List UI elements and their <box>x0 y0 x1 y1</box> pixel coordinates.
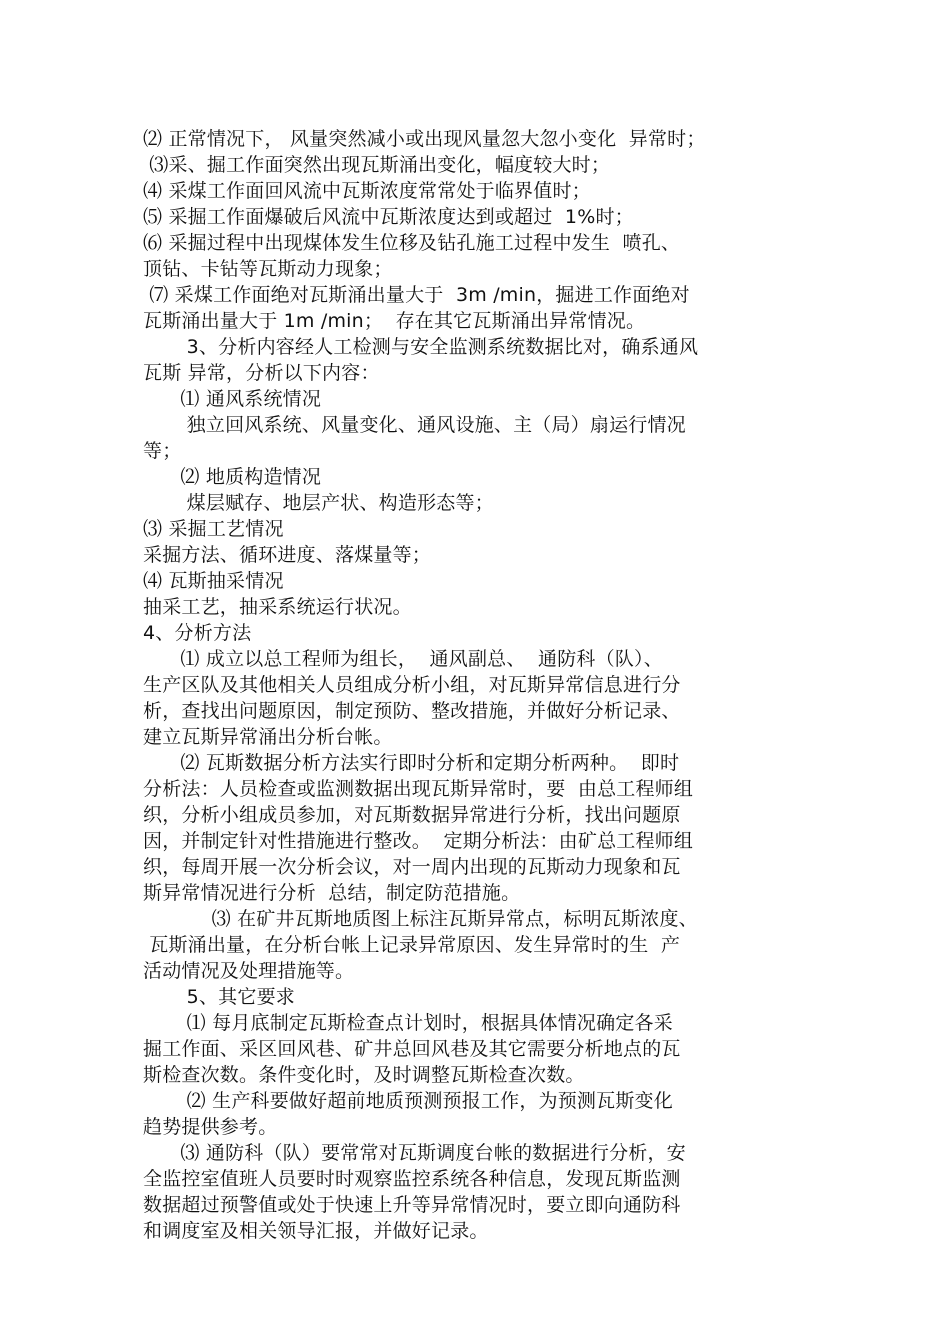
text-line: 分析法：人员检查或监测数据出现瓦斯异常时，要 由总工程师组 <box>143 778 694 800</box>
text-line: 5、其它要求 <box>143 986 295 1008</box>
text-line: ⑷ 瓦斯抽采情况 <box>143 570 284 592</box>
text-line: 瓦斯涌出量大于 1m /min； 存在其它瓦斯涌出异常情况。 <box>143 310 646 332</box>
text-line: ⑶ 通防科（队）要常常对瓦斯调度台帐的数据进行分析，安 <box>143 1142 686 1164</box>
text-line: ⑴ 每月底制定瓦斯检查点计划时，根据具体情况确定各采 <box>143 1012 673 1034</box>
text-line: 3、分析内容经人工检测与安全监测系统数据比对，确系通风 <box>143 336 699 358</box>
text-line: 顶钻、卡钻等瓦斯动力现象； <box>143 258 393 280</box>
text-line: ⑺ 采煤工作面绝对瓦斯涌出量大于 3m /min，掘进工作面绝对 <box>143 284 690 306</box>
text-line: ⑶ 采掘工艺情况 <box>143 518 284 540</box>
text-line: ⑷ 采煤工作面回风流中瓦斯浓度常常处于临界值时； <box>143 180 591 202</box>
text-line: 因，并制定针对性措施进行整改。 定期分析法：由矿总工程师组 <box>143 830 694 852</box>
text-line: ⑹ 采掘过程中出现煤体发生位移及钻孔施工过程中发生 喷孔、 <box>143 232 681 254</box>
text-line: ⑶采、掘工作面突然出现瓦斯涌出变化，幅度较大时； <box>143 154 611 176</box>
text-line: ⑴ 成立以总工程师为组长， 通风副总、 通防科（队）、 <box>143 648 663 670</box>
text-line: 析，查找出问题原因，制定预防、整改措施，并做好分析记录、 <box>143 700 681 722</box>
text-line: 生产区队及其他相关人员组成分析小组，对瓦斯异常信息进行分 <box>143 674 681 696</box>
text-line: 瓦斯涌出量，在分析台帐上记录异常原因、发生异常时的生 产 <box>143 934 681 956</box>
text-line: 斯检查次数。条件变化时，及时调整瓦斯检查次数。 <box>143 1064 585 1086</box>
text-line: 独立回风系统、风量变化、通风设施、主（局）扇运行情况 <box>143 414 686 436</box>
text-line: 数据超过预警值或处于快速上升等异常情况时，要立即向通防科 <box>143 1194 681 1216</box>
text-line: 煤层赋存、地层产状、构造形态等； <box>143 492 494 514</box>
text-line: 采掘方法、循环进度、落煤量等； <box>143 544 432 566</box>
text-line: ⑵ 生产科要做好超前地质预测预报工作，为预测瓦斯变化 <box>143 1090 673 1112</box>
text-line: 趋势提供参考。 <box>143 1116 278 1138</box>
text-line: 4、分析方法 <box>143 622 252 644</box>
text-line: ⑸ 采掘工作面爆破后风流中瓦斯浓度达到或超过 1%时； <box>143 206 634 228</box>
text-line: ⑵ 地质构造情况 <box>143 466 322 488</box>
text-line: ⑴ 通风系统情况 <box>143 388 322 410</box>
text-line: 和调度室及相关领导汇报，并做好记录。 <box>143 1220 489 1242</box>
text-line: ⑶ 在矿井瓦斯地质图上标注瓦斯异常点，标明瓦斯浓度、 <box>143 908 698 930</box>
text-line: 瓦斯 异常，分析以下内容： <box>143 362 380 384</box>
text-line: 斯异常情况进行分析 总结，制定防范措施。 <box>143 882 521 904</box>
text-line: 活动情况及处理措施等。 <box>143 960 355 982</box>
text-line: 掘工作面、采区回风巷、矿井总回风巷及其它需要分析地点的瓦 <box>143 1038 681 1060</box>
text-line: 织，每周开展一次分析会议，对一周内出现的瓦斯动力现象和瓦 <box>143 856 681 878</box>
text-line: 全监控室值班人员要时时观察监控系统各种信息，发现瓦斯监测 <box>143 1168 681 1190</box>
text-line: 建立瓦斯异常涌出分析台帐。 <box>143 726 393 748</box>
text-line: ⑵ 正常情况下， 风量突然减小或出现风量忽大忽小变化 异常时； <box>143 128 706 150</box>
text-line: 等； <box>143 440 182 462</box>
text-line: ⑵ 瓦斯数据分析方法实行即时分析和定期分析两种。 即时 <box>143 752 680 774</box>
text-line: 抽采工艺，抽采系统运行状况。 <box>143 596 412 618</box>
text-line: 织，分析小组成员参加，对瓦斯数据异常进行分析，找出问题原 <box>143 804 681 826</box>
